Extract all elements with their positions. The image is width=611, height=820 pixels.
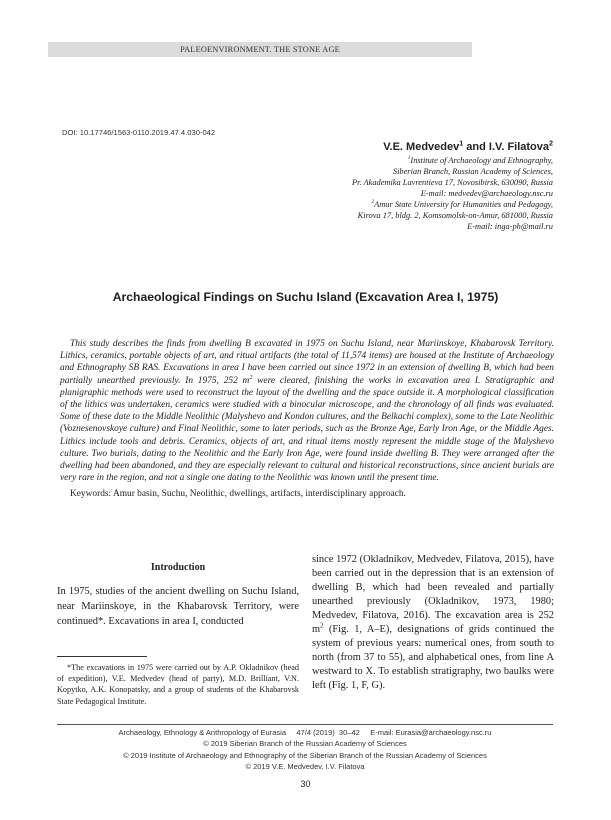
footer-divider — [57, 724, 553, 725]
aff1-line: Institute of Archaeology and Ethnography, — [410, 156, 553, 165]
section-header: PALEOENVIRONMENT. THE STONE AGE — [48, 42, 472, 57]
abstract-sup: 2 — [249, 374, 253, 381]
doi: DOI: 10.17746/1563-0110.2019.47.4.030-042 — [62, 128, 216, 137]
section-heading: Introduction — [150, 562, 206, 573]
abstract-text: were cleared, finishing the works in excavation area I. Stratigraphic and planigraphic methods were used to reconstruct the layout of the dwelling and the space outside it. A morphological classification of the lithics was undertaken, ceramics were studied with a binocular microscope, and the chronology of all finds was evaluated. Some of these date to the Middle Neolithic (Malyshevo and Kondon cultures, and the Belkachi complex), some to the Late Neolithic (Voznesenovskoye culture) and Final Neolithic, some to later periods, such as the Bronze Age, Early Iron Age, or the Middle Ages. Lithics include tools and debris. Ceramics, objects of art, and ritual items mostly represent the middle stage of the Malyshevo culture. Two burials, dating to the Neolithic and the Early Iron Age, were found inside dwelling B. They were arranged after the dwelling had been abandoned, and they are especially relevant to cultural and historical reconstructions, since ancient burials are very rare in the region, and not a single one dating to the Neolithic was known until the present time. — [60, 375, 554, 484]
aff2-line: Amur State University for Humanities and Pedagogy, — [374, 200, 553, 209]
body-text-left: In 1975, studies of the ancient dwelling on Suchu Island, near Mariinskoye, in the Khabarovsk Territory, were continued*. Excavations in area I, conducted — [57, 586, 299, 627]
keywords: Keywords: Amur basin, Suchu, Neolithic, dwellings, artifacts, interdisciplinary approach. — [70, 489, 406, 500]
author-block — [352, 141, 553, 232]
abstract-text: This study describes the finds from dwelling B excavated in 1975 on Suchu Island, near Mariinskoye, Khabarovsk Territory. Lithics, ceramics, portable objects of art, and ritual artifacts (the total of 11,574 items) are housed at the Institute of Archaeology and Ethnography SB RAS. Excavations in area I have been carried out since 1972 in an extension of dwelling B, which had been partially unearthed previously. In 1975, 252 m — [60, 339, 554, 386]
body-sup: 2 — [320, 622, 324, 630]
page-number: 30 — [300, 779, 311, 789]
footer-journal: Archaeology, Ethnology & Anthropology of Eurasia 47/4 (2019) 30–42 E-mail: Eurasia@archaeology.nsc.ru — [118, 728, 492, 737]
body-text: since 1972 (Okladnikov, Medvedev, Filatova, 2015), have been carried out in the depression that is an extension of dwelling B, which had been revealed and partially unearthed previously (Okladnikov, 1973, 1980; Medvedev, Filatova, 2016). The excavation area is 252 m — [312, 554, 554, 635]
body-text: (Fig. 1, A–E), designations of grids continued the system of previous years: numerical ones, from south to north (from 37 to 55), and alphabetical ones, from line A westward to X. To establish stratigraphy, two baulks were left (Fig. 1, F, G). — [312, 624, 554, 691]
abstract — [60, 338, 554, 484]
aff1-sup: 1 — [407, 155, 411, 162]
footer-copyright: © 2019 Siberian Branch of the Russian Academy of Sciences — [203, 739, 407, 749]
aff2-line: Kirova 17, bldg. 2, Komsomolsk-on-Amur, 681000, Russia — [357, 211, 553, 220]
abstract-block — [60, 338, 554, 500]
page-footer — [57, 727, 553, 773]
aff2-email[interactable]: E-mail: inga-ph@mail.ru — [467, 222, 553, 231]
author-1-sup: 1 — [459, 139, 464, 148]
author-names — [352, 141, 553, 153]
aff1-line: Siberian Branch, Russian Academy of Sciences, — [392, 167, 553, 176]
footnote: *The excavations in 1975 were carried out by A.P. Okladnikov (head of expedition), V.E. Medvedev (head of party), M.D. Brilliant, V.N. Kopytko, A.K. Konopatsky, and a group of students of the Khabarovsk State Pedagogical Institute. — [57, 663, 299, 706]
footer-copyright: © 2019 Institute of Archaeology and Ethnography of the Siberian Branch of the Russian Academy of Sciences — [123, 750, 487, 760]
article-title: Archaeological Findings on Suchu Island (Excavation Area I, 1975) — [112, 290, 499, 304]
aff2-sup: 2 — [371, 199, 375, 206]
author-2: and I.V. Filatova — [463, 141, 550, 153]
author-1: V.E. Medvedev — [383, 141, 460, 153]
affiliation-1 — [352, 155, 553, 199]
body-text-right — [312, 553, 554, 693]
author-2-sup: 2 — [549, 139, 553, 148]
footer-copyright: © 2019 V.E. Medvedev, I.V. Filatova — [245, 762, 365, 772]
aff1-line: Pr. Akademika Lavrentieva 17, Novosibirsk, 630090, Russia — [352, 178, 553, 187]
affiliation-2 — [352, 199, 553, 232]
aff1-email[interactable]: E-mail: medvedev@archaeology.nsc.ru — [420, 189, 553, 198]
footnote-divider — [57, 656, 147, 657]
